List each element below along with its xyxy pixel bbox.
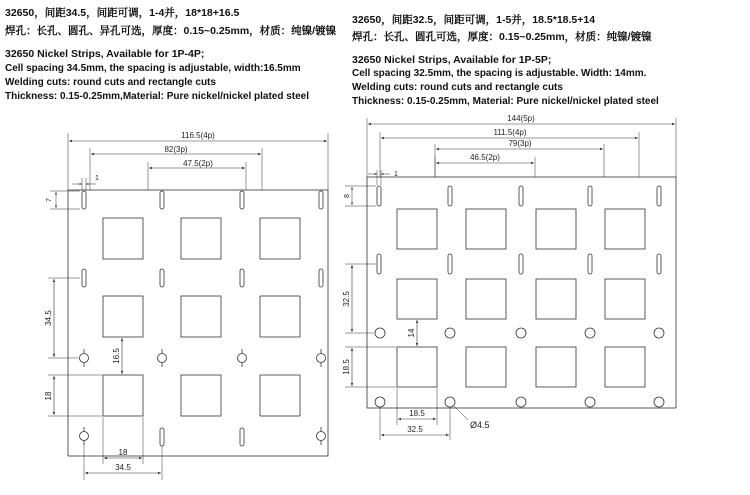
left-weld-square <box>181 296 221 337</box>
right-dim-width: 14 <box>407 328 416 338</box>
left-weld-square <box>260 296 300 337</box>
right-round-hole <box>516 328 526 338</box>
right-dim-slot-w: 1 <box>394 171 398 178</box>
right-line1: Cell spacing 32.5mm, the spacing is adjustable. Width: 14mm. <box>352 68 647 79</box>
right-dim-4p: 111.5(4p) <box>493 128 527 137</box>
right-weld-cn: 焊孔：长孔、圆孔可选，厚度：0.15~0.25mm，材质：纯镍/镀镍 <box>352 31 652 43</box>
right-round-hole <box>654 328 664 338</box>
left-round-cut <box>317 349 326 367</box>
left-slot <box>82 269 86 287</box>
right-weld-square <box>397 279 437 319</box>
left-strip-drawing <box>48 133 328 480</box>
left-weld-square <box>103 375 143 416</box>
left-dim-spacing: 34.5 <box>44 310 53 326</box>
right-dim-hole-dia: Ø4.5 <box>470 420 490 430</box>
right-slot <box>448 254 452 274</box>
right-dim-5p: 144(5p) <box>507 114 535 123</box>
right-round-hole <box>445 397 455 407</box>
right-weld-square <box>605 279 645 319</box>
right-dim-2p: 46.5(2p) <box>470 153 500 162</box>
left-line2: Welding cuts: round cuts and rectangle cuts <box>5 77 216 88</box>
right-weld-square <box>397 209 437 249</box>
right-round-hole <box>585 397 595 407</box>
left-slot <box>160 191 164 209</box>
left-weld-square <box>181 218 221 259</box>
right-weld-square <box>466 279 506 319</box>
left-weld-square <box>260 375 300 416</box>
left-title-cn: 32650，间距34.5，间距可调，1-4并，18*18+16.5 <box>5 7 240 19</box>
left-round-cut <box>317 427 326 445</box>
left-round-cut <box>238 349 247 367</box>
right-slot <box>377 254 381 274</box>
right-line2: Welding cuts: round cuts and rectangle cuts <box>352 82 563 93</box>
right-dim-slot-h: 8 <box>344 194 351 198</box>
left-slot <box>319 191 323 209</box>
right-plate-outline <box>367 177 676 408</box>
right-round-hole <box>375 397 385 407</box>
left-slot <box>240 428 244 446</box>
left-round-cut <box>158 349 167 367</box>
left-slot <box>240 269 244 287</box>
right-weld-square <box>466 209 506 249</box>
left-dim-pitch: 34.5 <box>115 463 131 472</box>
right-slot <box>448 186 452 206</box>
right-round-hole <box>585 328 595 338</box>
right-weld-square <box>605 209 645 249</box>
right-slot <box>657 186 661 206</box>
right-slot <box>588 254 592 274</box>
right-weld-square <box>466 347 506 387</box>
right-dim-3p: 79(3p) <box>508 139 532 148</box>
left-dim-slot-h: 7 <box>46 198 53 202</box>
left-title-en: 32650 Nickel Strips, Available for 1P-4P; <box>5 48 205 60</box>
right-weld-square <box>605 347 645 387</box>
right-weld-square <box>536 347 576 387</box>
left-weld-square <box>181 375 221 416</box>
right-round-hole <box>375 328 385 338</box>
right-round-hole <box>654 397 664 407</box>
right-weld-square <box>536 279 576 319</box>
right-dim-square-w: 18.5 <box>409 409 425 418</box>
left-dim-square-h: 18 <box>44 391 53 401</box>
right-slot <box>657 254 661 274</box>
left-line3: Thickness: 0.15-0.25mm,Material: Pure nickel/nickel plated steel <box>5 91 310 102</box>
right-round-hole <box>516 397 526 407</box>
right-slot <box>519 186 523 206</box>
left-dim-width: 16.5 <box>112 348 121 364</box>
left-weld-cn: 焊孔：长孔、圆孔、异孔可选，厚度：0.15~0.25mm，材质：纯镍/镀镍 <box>5 25 337 37</box>
left-dim-2p: 47.5(2p) <box>183 159 213 168</box>
right-slot <box>377 186 381 206</box>
right-line3: Thickness: 0.15-0.25mm, Material: Pure nickel/nickel plated steel <box>352 96 659 107</box>
left-round-cut <box>80 427 89 445</box>
left-dim-3p: 82(3p) <box>164 145 188 154</box>
right-slot <box>519 254 523 274</box>
right-weld-square <box>397 347 437 387</box>
left-dim-square-w: 18 <box>118 448 128 457</box>
right-dim-spacing: 32.5 <box>342 291 351 307</box>
left-weld-square <box>103 296 143 337</box>
left-slot <box>240 191 244 209</box>
left-dim-slot-w: 1 <box>95 175 99 182</box>
right-title-en: 32650 Nickel Strips, Available for 1P-5P; <box>352 54 552 66</box>
left-slot <box>319 269 323 287</box>
left-slot <box>82 191 86 209</box>
right-strip-drawing <box>345 118 676 440</box>
right-title-cn: 32650，间距32.5，间距可调，1-5并，18.5*18.5+14 <box>352 14 596 26</box>
left-round-cut <box>80 349 89 367</box>
left-line1: Cell spacing 34.5mm, the spacing is adjustable, width:16.5mm <box>5 63 301 74</box>
right-dim-square-h: 18.5 <box>342 359 351 375</box>
right-dim-pitch: 32.5 <box>407 425 423 434</box>
right-round-hole <box>445 328 455 338</box>
left-weld-square <box>103 218 143 259</box>
left-dim-4p: 116.5(4p) <box>181 131 215 140</box>
left-slot <box>160 428 164 446</box>
left-weld-square <box>260 218 300 259</box>
left-slot <box>160 269 164 287</box>
right-weld-square <box>536 209 576 249</box>
right-slot <box>588 186 592 206</box>
